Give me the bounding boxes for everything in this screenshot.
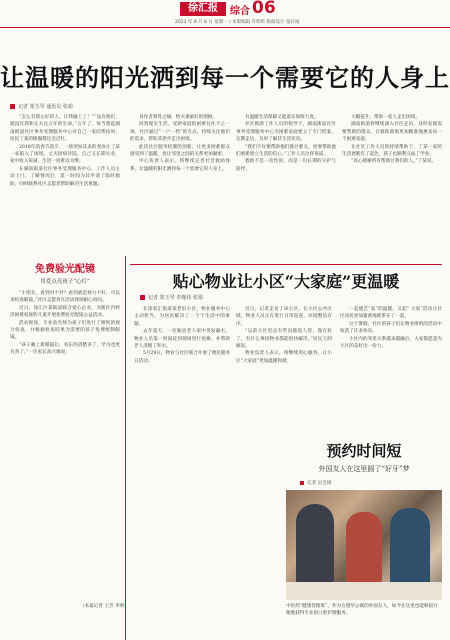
sidebar-source: （本报记者 王芳 李明） bbox=[80, 604, 129, 609]
paragraph: 在社区工作人员的持续帮助下，丁某一家的生活逐渐有了起色，孩子也顺利完成了学业。 bbox=[342, 144, 442, 158]
masthead-page-number: 06 bbox=[252, 0, 276, 18]
second-article-col-1 bbox=[134, 306, 230, 606]
paragraph: 在徐家汇街道某老旧小区，物业服务中心主动担当，为居民解决了一个个生活中的难题。 bbox=[134, 307, 230, 327]
paragraph: 一起德艺“家”的温暖。义起“ 大家”活动让社区居民更加紧密地联系在了一起。 bbox=[340, 307, 442, 320]
paragraph: “怎么有那么好的人，让我碰上了！”“没有他们，就没有我和丈夫这五年的生命。”五年了，每当想起湖南街道社区事务受理服务中心对自己一家的帮扶时，居民丁某的眼圈都还会泛红。 bbox=[10, 115, 120, 143]
main-article-col-2 bbox=[130, 114, 230, 264]
byline-marker-icon bbox=[300, 481, 304, 485]
photo-person bbox=[346, 512, 382, 584]
paragraph: 这个暑假，社区的孩子们在物业组织的活动中收获了许多快乐。 bbox=[340, 321, 442, 335]
paragraph: 2018年的春节前夕，一场突如其来的变故让丁某一家陷入了困境。丈夫因病住院，自己又长期失业，家中收入锐减，生活一度难以为继。 bbox=[10, 144, 120, 165]
paragraph: 此次社区服务机制的创新，让更多困难群众感受到了温暖，也让邻里之间的关系更加紧密。 bbox=[130, 144, 230, 158]
paragraph: 近日，徐汇区某街道联合爱心企业，为辖区内经济困难家庭的儿童开展免费验光配镜公益活动。 bbox=[10, 305, 120, 319]
paragraph: 小区内的邻里关系越来越融洽，大家都愿意为小区的美好出一份力。 bbox=[340, 336, 442, 350]
sidebar-header bbox=[10, 260, 120, 285]
paragraph: 社区救助工作人员的指导下，湖南街道社区事务受理服务中心为困难家庭建立了专门档案，定期走访，及时了解其生活状况。 bbox=[236, 122, 336, 143]
second-article-col-3 bbox=[340, 306, 442, 428]
photo-caption: 中医药“健康管理班”。作为在德华公寓的外国友人，如今在这里也能够很方便地获得专业的口腔护理服务。 bbox=[286, 604, 438, 617]
second-headline: 贴心物业让小区“大家庭”更温暖 bbox=[172, 272, 400, 291]
paragraph: 5月29日，物业与社区联合开展了便民服务日活动。 bbox=[134, 351, 230, 364]
photo-table bbox=[286, 582, 442, 600]
masthead-rule bbox=[0, 27, 450, 28]
main-article-col-4 bbox=[342, 114, 442, 264]
byline-marker-icon bbox=[140, 295, 145, 300]
paragraph: “真心感谢所有帮助过我们的人。”丁某说。 bbox=[351, 159, 437, 165]
masthead bbox=[0, 0, 450, 52]
paragraph: “孩子戴上新眼镜后，看东西清楚多了，学习也更有劲了。”一位家长高兴地说。 bbox=[10, 342, 120, 356]
section-divider bbox=[130, 264, 442, 265]
column-divider bbox=[125, 256, 126, 640]
main-article-col-1 bbox=[10, 114, 120, 254]
sidebar-title: 免费验光配镜 bbox=[35, 264, 95, 275]
photo-person bbox=[390, 508, 430, 586]
paragraph: 救助不是一次性的，而是一份长期的守护与陪伴。 bbox=[236, 159, 336, 172]
paragraph: 大幅提升，帮助一家人走出困境。 bbox=[351, 115, 420, 120]
article-photo bbox=[286, 490, 442, 600]
paragraph: 回到现实生活，受助家庭的困难往往不止一项。社区通过“一户一档”的方式，持续关注他们的需求，帮助其逐步走出困境。 bbox=[130, 122, 230, 143]
byline-marker-icon bbox=[10, 104, 15, 109]
promo-byline bbox=[300, 480, 331, 486]
main-headline: 让温暖的阳光洒到每一个需要它的人身上 bbox=[0, 63, 450, 92]
paragraph: “以前小区里总有些问题没人管，现在好了，有什么事找物业都能很快解决。”居民王阿姨说。 bbox=[236, 329, 332, 350]
main-article-col-3 bbox=[236, 114, 336, 264]
second-byline-text: 记者 郑玉琴 李瑾玮 张娟 bbox=[148, 295, 203, 301]
main-byline-text: 记者 郑玉琴 通讯员 张娟 bbox=[18, 104, 73, 110]
paragraph: 在湖南街道社区事务受理服务中心，工作人员主动上门，了解情况后，第一时间为其申请了临时救助，同时联系社区志愿者帮助解决生活难题。 bbox=[10, 166, 120, 187]
paragraph: 去年夏天，一位独居老人家中突发漏水，物业人员第一时间赶到现场进行抢修，并帮助老人清理了积水。 bbox=[134, 329, 230, 350]
masthead-brand: 徐汇报 bbox=[180, 2, 226, 16]
paragraph: 近日，记者走访了该小区。在小区公共区域，物业人员正在进行日常巡查，环境整洁有序。 bbox=[236, 307, 332, 327]
masthead-section: 综合 bbox=[230, 6, 250, 17]
promo-subtitle: 外国友人在这里圆了“好牙”梦 bbox=[318, 465, 410, 473]
paragraph: 有温暖生活保障又能落实保障力度。 bbox=[245, 115, 319, 120]
paragraph: “小朋友，看到对不对？看到就是视力不好，可以来检查眼镜。”社区志愿者在活动现场耐心询问。 bbox=[10, 291, 120, 304]
paragraph: 活动现场，专业验光师为孩子们进行了细致的视力检查，并根据检查结果为需要的孩子免费配制眼镜。 bbox=[10, 320, 120, 341]
paragraph: “我们不仅要帮助他们渡过难关，更要帮助他们重新建立生活的信心。”工作人员这样说道。 bbox=[236, 144, 336, 158]
paragraph: 湖南街道将继续深入社区走访，及时发现需要帮助的群众，让救助政策更加精准地惠及每一个困难家庭。 bbox=[342, 122, 442, 143]
second-byline bbox=[140, 294, 203, 301]
paragraph: 物业负责人表示，将继续用心服务，让小区“大家庭”更加温暖和谐。 bbox=[236, 351, 332, 364]
paragraph: 中心负责人表示，将继续完善社会救助体系，让温暖的阳光洒到每一个需要它的人身上。 bbox=[130, 159, 230, 172]
sidebar-subtitle: 用爱点亮孩子“心灯” bbox=[40, 279, 90, 285]
photo-person bbox=[296, 504, 334, 584]
main-byline bbox=[10, 103, 73, 110]
promo-byline-text: 记者 吴会锦 bbox=[307, 481, 332, 486]
promo-title: 预约时间短 bbox=[326, 442, 402, 460]
masthead-meta: 2023 年 8 月 8 日 星期一 / 本版编辑 许明昕 版面设计 张轩诚 bbox=[175, 20, 300, 25]
paragraph: 身作者刻骨之痛，给夫妻最好的照顾。 bbox=[139, 115, 218, 120]
sidebar-body bbox=[10, 290, 120, 598]
